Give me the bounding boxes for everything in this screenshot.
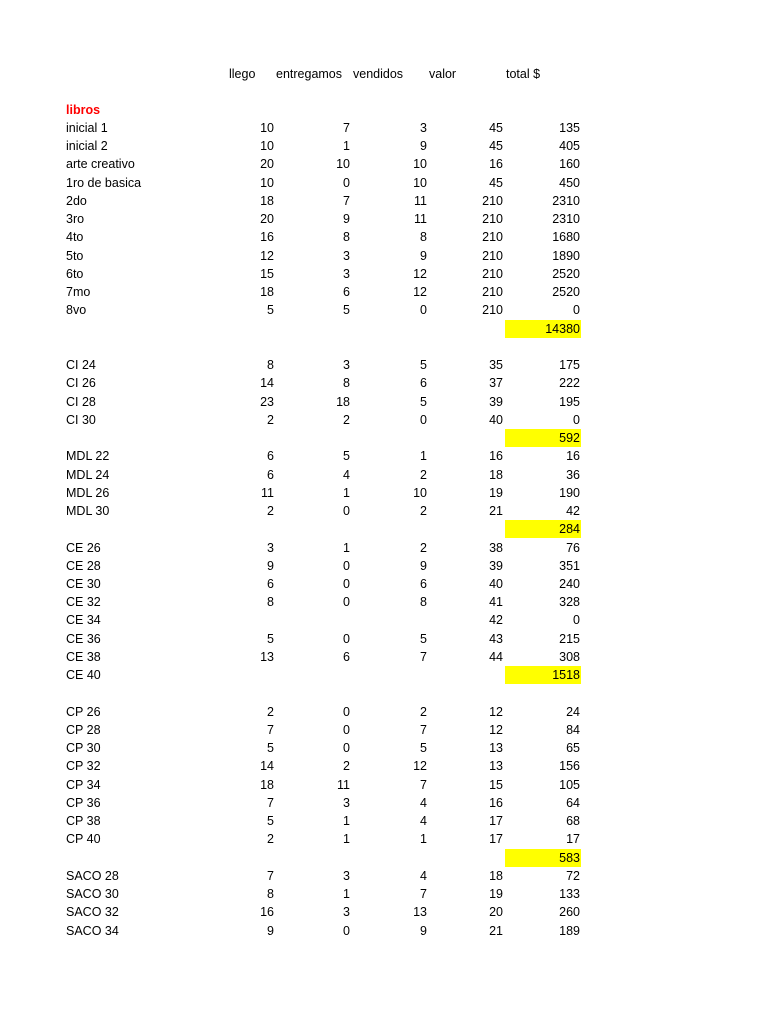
cell-label: CI 26 [66,376,96,391]
cell-llego: 9 [267,558,274,573]
cell-entregamos: 1 [343,139,350,154]
cell-total: 215 [559,631,580,646]
table-row [0,374,768,392]
cell-vendidos: 4 [420,795,427,810]
table-row [0,885,768,903]
cell-vendidos: 10 [413,157,427,172]
cell-llego: 15 [260,266,274,281]
cell-label: SACO 34 [66,923,119,938]
cell-entregamos: 0 [343,577,350,591]
cell-llego: 7 [267,795,274,810]
cell-llego: 18 [260,777,274,792]
cell-vendidos: 10 [413,485,427,500]
table-row [0,466,768,484]
table-row [0,137,768,155]
header-llego: llego [229,67,256,81]
cell-entregamos: 9 [343,212,350,227]
cell-label: CP 36 [66,795,101,810]
cell-entregamos: 5 [343,449,350,464]
table-row [0,557,768,575]
subtotal-row [0,849,768,867]
cell-llego: 13 [260,649,274,664]
cell-entregamos: 7 [343,193,350,208]
cell-label: CE 26 [66,540,101,555]
cell-entregamos: 2 [343,759,350,774]
cell-vendidos: 6 [420,376,427,391]
cell-entregamos: 18 [336,394,350,409]
table-row [0,830,768,848]
table-row [0,228,768,246]
cell-vendidos: 5 [420,631,427,646]
cell-total: 160 [559,157,580,172]
cell-label: 6to [66,266,84,281]
cell-vendidos: 7 [420,649,427,664]
cell-valor: 210 [482,193,503,208]
cell-llego: 8 [267,595,274,610]
cell-entregamos: 0 [343,631,350,646]
cell-total: 1680 [552,230,580,245]
subtotal-value: 592 [559,431,580,446]
table-row [0,283,768,301]
cell-entregamos: 6 [343,649,350,664]
subtotal-row [0,666,768,684]
cell-label: MDL 22 [66,449,110,464]
cell-vendidos: 2 [420,540,427,555]
cell-llego: 2 [267,704,274,719]
table-row [0,684,768,702]
cell-entregamos: 2 [343,412,350,427]
cell-label: CP 40 [66,832,101,847]
cell-llego: 10 [260,139,274,154]
cell-total: 84 [566,722,580,737]
table-row [0,903,768,921]
cell-llego: 23 [260,394,274,409]
cell-label: MDL 26 [66,485,110,500]
table-row [0,265,768,283]
table-row [0,812,768,830]
cell-entregamos: 4 [343,467,350,482]
table-row [0,575,768,593]
cell-valor: 12 [489,704,503,719]
cell-llego: 5 [267,741,274,756]
cell-total: 2310 [552,193,580,208]
cell-vendidos: 10 [413,175,427,190]
header-total: total $ [506,67,541,81]
cell-valor: 16 [489,795,503,810]
cell-total: 17 [566,832,580,847]
cell-label: CP 26 [66,704,101,719]
cell-total: 76 [566,540,580,555]
cell-llego: 2 [267,504,274,519]
table-row [0,338,768,356]
cell-entregamos: 8 [343,376,350,391]
cell-entregamos: 3 [343,795,350,810]
cell-valor: 20 [489,905,503,920]
cell-llego: 5 [267,631,274,646]
cell-vendidos: 2 [420,704,427,719]
cell-vendidos: 6 [420,577,427,591]
cell-total: 175 [559,358,580,373]
cell-entregamos: 0 [343,175,350,190]
cell-entregamos: 3 [343,266,350,281]
cell-valor: 19 [489,887,503,902]
cell-valor: 19 [489,485,503,500]
cell-valor: 42 [489,613,503,628]
table-row [0,611,768,629]
cell-valor: 16 [489,157,503,172]
cell-vendidos: 8 [420,230,427,245]
cell-total: 260 [559,905,580,920]
header-vendidos: vendidos [353,67,404,81]
subtotal-value: 14380 [545,321,580,336]
table-row [0,794,768,812]
cell-vendidos: 9 [420,558,427,573]
cell-vendidos: 4 [420,868,427,883]
cell-valor: 21 [489,504,503,519]
cell-label: 1ro de basica [66,175,142,190]
cell-entregamos: 1 [343,814,350,829]
cell-entregamos: 1 [343,832,350,847]
cell-llego: 10 [260,175,274,190]
cell-entregamos: 1 [343,540,350,555]
cell-entregamos: 0 [343,741,350,756]
table-row [0,119,768,137]
table-row [0,593,768,611]
table-row [0,630,768,648]
cell-label: CE 34 [66,613,101,628]
cell-vendidos: 13 [413,905,427,920]
cell-entregamos: 1 [343,887,350,902]
section-row [0,101,768,119]
cell-label: CP 38 [66,814,101,829]
cell-vendidos: 12 [413,266,427,281]
cell-total: 36 [566,467,580,482]
cell-label: CP 32 [66,759,101,774]
cell-valor: 35 [489,358,503,373]
cell-llego: 16 [260,230,274,245]
table-row [0,393,768,411]
cell-label: 4to [66,230,84,245]
cell-entregamos: 5 [343,303,350,318]
cell-valor: 210 [482,285,503,300]
cell-valor: 17 [489,832,503,847]
cell-valor: 210 [482,266,503,281]
cell-valor: 210 [482,212,503,227]
cell-label: 7mo [66,285,91,300]
cell-valor: 44 [489,649,503,664]
table-row [0,356,768,374]
cell-total: 308 [559,649,580,664]
cell-label: CE 36 [66,631,101,646]
cell-valor: 40 [489,577,503,591]
cell-llego: 18 [260,193,274,208]
table-row [0,867,768,885]
cell-llego: 7 [267,868,274,883]
cell-llego: 2 [267,832,274,847]
cell-vendidos: 5 [420,358,427,373]
cell-entregamos: 10 [336,157,350,172]
cell-label: inicial 1 [66,121,108,135]
cell-total: 2520 [552,266,580,281]
cell-label: CE 30 [66,577,101,591]
cell-valor: 45 [489,121,503,135]
cell-valor: 13 [489,759,503,774]
cell-valor: 13 [489,741,503,756]
cell-total: 405 [559,139,580,154]
cell-label: 5to [66,248,84,263]
cell-vendidos: 8 [420,595,427,610]
cell-total: 156 [559,759,580,774]
cell-llego: 12 [260,248,274,263]
cell-total: 65 [566,741,580,756]
cell-total: 351 [559,558,580,573]
cell-entregamos: 11 [337,777,350,792]
table-row [0,703,768,721]
subtotal-value: 284 [559,522,580,537]
cell-label: inicial 2 [66,139,108,154]
cell-vendidos: 5 [420,741,427,756]
cell-entregamos: 0 [343,504,350,519]
table-row [0,174,768,192]
cell-valor: 38 [489,540,503,555]
cell-label: CE 38 [66,649,101,664]
cell-vendidos: 7 [420,887,427,902]
table-row [0,411,768,429]
cell-label: MDL 24 [66,467,110,482]
cell-vendidos: 9 [420,923,427,938]
cell-entregamos: 0 [343,923,350,938]
cell-llego: 8 [267,887,274,902]
cell-total: 105 [559,777,580,792]
cell-label: CE 28 [66,558,101,573]
cell-entregamos: 6 [343,285,350,300]
section-title: libros [66,103,101,117]
cell-label: SACO 32 [66,905,119,920]
header-valor: valor [429,67,457,81]
table-row [0,539,768,557]
cell-llego: 20 [260,212,274,227]
cell-llego: 6 [267,449,274,464]
cell-entregamos: 3 [343,248,350,263]
table-row [0,502,768,520]
table-row [0,155,768,173]
cell-total: 64 [566,795,580,810]
cell-vendidos: 4 [420,814,427,829]
subtotal-value: 583 [559,850,580,865]
cell-llego: 6 [267,577,274,591]
cell-valor: 45 [489,139,503,154]
cell-entregamos: 8 [343,230,350,245]
cell-entregamos: 3 [343,358,350,373]
cell-vendidos: 9 [420,248,427,263]
cell-llego: 10 [260,121,274,135]
cell-valor: 21 [489,923,503,938]
cell-entregamos: 0 [343,558,350,573]
cell-total: 1890 [552,248,580,263]
cell-vendidos: 11 [414,212,427,227]
cell-entregamos: 1 [343,485,350,500]
cell-valor: 12 [489,722,503,737]
cell-entregamos: 7 [343,121,350,135]
cell-vendidos: 12 [413,759,427,774]
cell-vendidos: 2 [420,467,427,482]
table-row [0,192,768,210]
cell-valor: 39 [489,394,503,409]
cell-entregamos: 0 [343,704,350,719]
table-row [0,922,768,940]
cell-total: 133 [559,887,580,902]
cell-valor: 210 [482,230,503,245]
cell-entregamos: 0 [343,722,350,737]
cell-total: 189 [559,923,580,938]
cell-label: 3ro [66,212,85,227]
cell-llego: 5 [267,814,274,829]
cell-valor: 18 [489,467,503,482]
cell-llego: 14 [260,759,274,774]
cell-entregamos: 3 [343,905,350,920]
cell-vendidos: 11 [414,193,427,208]
cell-vendidos: 1 [420,832,427,847]
cell-llego: 7 [267,722,274,737]
cell-label: CI 28 [66,394,96,409]
cell-vendidos: 3 [420,121,427,135]
cell-valor: 37 [489,376,503,391]
table-row [0,210,768,228]
cell-total: 222 [559,376,580,391]
table-row [0,721,768,739]
cell-valor: 45 [489,175,503,190]
cell-valor: 15 [489,777,503,792]
cell-total: 68 [566,814,580,829]
cell-entregamos: 3 [343,868,350,883]
cell-label: arte creativo [66,157,135,172]
cell-label: CE 40 [66,668,101,683]
header-entregamos: entregamos [276,67,343,81]
cell-valor: 43 [489,631,503,646]
cell-label: MDL 30 [66,504,110,519]
cell-llego: 18 [260,285,274,300]
cell-total: 16 [566,449,580,464]
cell-total: 24 [566,704,580,719]
subtotal-row [0,429,768,447]
table-row [0,776,768,794]
cell-label: 2do [66,193,87,208]
cell-llego: 11 [261,485,274,500]
cell-total: 328 [559,595,580,610]
cell-valor: 17 [489,814,503,829]
cell-valor: 210 [482,303,503,318]
cell-total: 72 [566,868,580,883]
cell-total: 42 [566,504,580,519]
cell-label: CP 34 [66,777,101,792]
table-row [0,301,768,319]
cell-label: CP 30 [66,741,101,756]
cell-label: CI 30 [66,412,96,427]
cell-label: SACO 30 [66,887,119,902]
cell-vendidos: 1 [420,449,427,464]
cell-total: 0 [573,303,580,318]
cell-valor: 16 [489,449,503,464]
cell-vendidos: 5 [420,394,427,409]
subtotal-row [0,520,768,538]
cell-llego: 16 [260,905,274,920]
cell-llego: 6 [267,467,274,482]
cell-vendidos: 0 [420,412,427,427]
cell-llego: 3 [267,540,274,555]
cell-total: 450 [559,175,580,190]
table-row [0,247,768,265]
cell-valor: 40 [489,412,503,427]
table-row [0,484,768,502]
cell-total: 2520 [552,285,580,300]
subtotal-row [0,320,768,338]
subtotal-value: 1518 [552,668,580,683]
cell-label: SACO 28 [66,868,119,883]
table-row [0,648,768,666]
cell-vendidos: 2 [420,504,427,519]
cell-total: 0 [573,412,580,427]
cell-total: 2310 [552,212,580,227]
cell-vendidos: 0 [420,303,427,318]
table-row [0,739,768,757]
cell-vendidos: 9 [420,139,427,154]
cell-total: 240 [559,577,580,591]
cell-entregamos: 0 [343,595,350,610]
cell-llego: 9 [267,923,274,938]
cell-valor: 41 [489,595,503,610]
cell-label: 8vo [66,303,87,318]
cell-total: 190 [559,485,580,500]
cell-total: 135 [559,121,580,135]
cell-valor: 210 [482,248,503,263]
cell-llego: 8 [267,358,274,373]
cell-vendidos: 7 [420,722,427,737]
table-row [0,757,768,775]
cell-total: 0 [573,613,580,628]
cell-llego: 20 [260,157,274,172]
cell-llego: 2 [267,412,274,427]
cell-label: CP 28 [66,722,101,737]
cell-valor: 18 [489,868,503,883]
cell-llego: 5 [267,303,274,318]
cell-vendidos: 12 [413,285,427,300]
cell-label: CI 24 [66,358,96,373]
cell-label: CE 32 [66,595,101,610]
cell-vendidos: 7 [420,777,427,792]
table-row [0,447,768,465]
cell-llego: 14 [260,376,274,391]
cell-valor: 39 [489,558,503,573]
cell-total: 195 [559,394,580,409]
